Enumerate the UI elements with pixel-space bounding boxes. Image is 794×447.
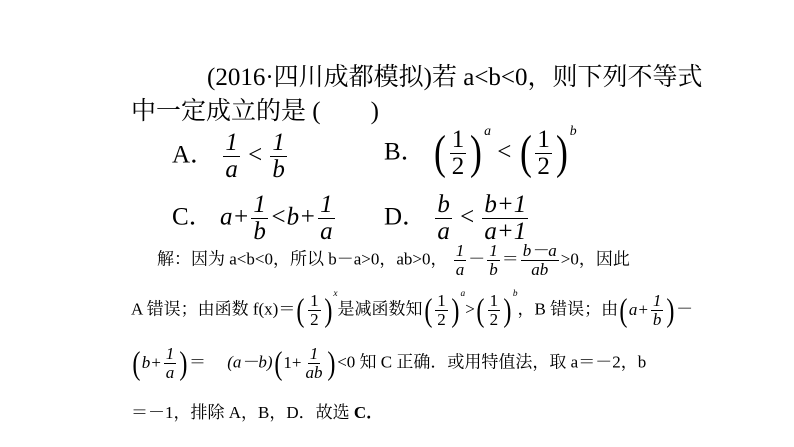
- option-d: D． $\frac{b}{a}$ < $\frac{b+1}{a+1}$: [384, 191, 527, 246]
- question-line-2: 中一定成立的是 ( ): [131, 98, 379, 125]
- option-a: A． $\frac{1}{a}$ < $\frac{1}{b}$: [172, 129, 285, 184]
- solution-line-1: 解：因为 a<b<0，所以 b－a>0，ab>0， $\frac{1}{a}$ － $\frac{1}{b}$ ＝ $\frac{b-a}{ab}$ >0，因此: [157, 241, 630, 279]
- solution-line-3: ( b+ $\frac{1}{a}$ ) ＝ (a－b) ( 1+ $\frac{1}{ab}$ ) <0 知 C 正确．或用特值法，取 a＝－2，b: [132, 344, 647, 382]
- solution-line-2: A 错误；由函数 f(x)＝ ( $\frac{1}{2}$ ) $^x$是减函数知 ( $\frac{1}{2}$ ) $^a$> ( $\frac{1}{2}$ ) $^b$，B 错误；由 ( a+ $\frac{1}{b}$ ) －: [131, 289, 694, 329]
- option-c: C． a+ $\frac{1}{b}$ <b+ $\frac{1}{a}$: [172, 191, 333, 246]
- question-line-1: (2016·四川成都模拟)若 a<b<0，则下列不等式: [207, 64, 703, 91]
- option-b-label: B．: [384, 138, 426, 166]
- option-a-fraction-1: $\frac{1}{a}$: [225, 129, 238, 184]
- option-d-label: D．: [384, 203, 428, 231]
- option-b: B． ( $\frac{1}{2}$ ) $^a$ < ( $\frac{1}{2}$ ) $^b$: [384, 122, 577, 181]
- answer: C．: [353, 403, 384, 422]
- option-a-label: A．: [172, 141, 216, 169]
- solution-line-4: ＝－1，排除 A，B，D．故选 C．: [131, 403, 384, 422]
- option-a-fraction-2: $\frac{1}{b}$: [272, 129, 285, 184]
- option-c-label: C．: [172, 203, 214, 231]
